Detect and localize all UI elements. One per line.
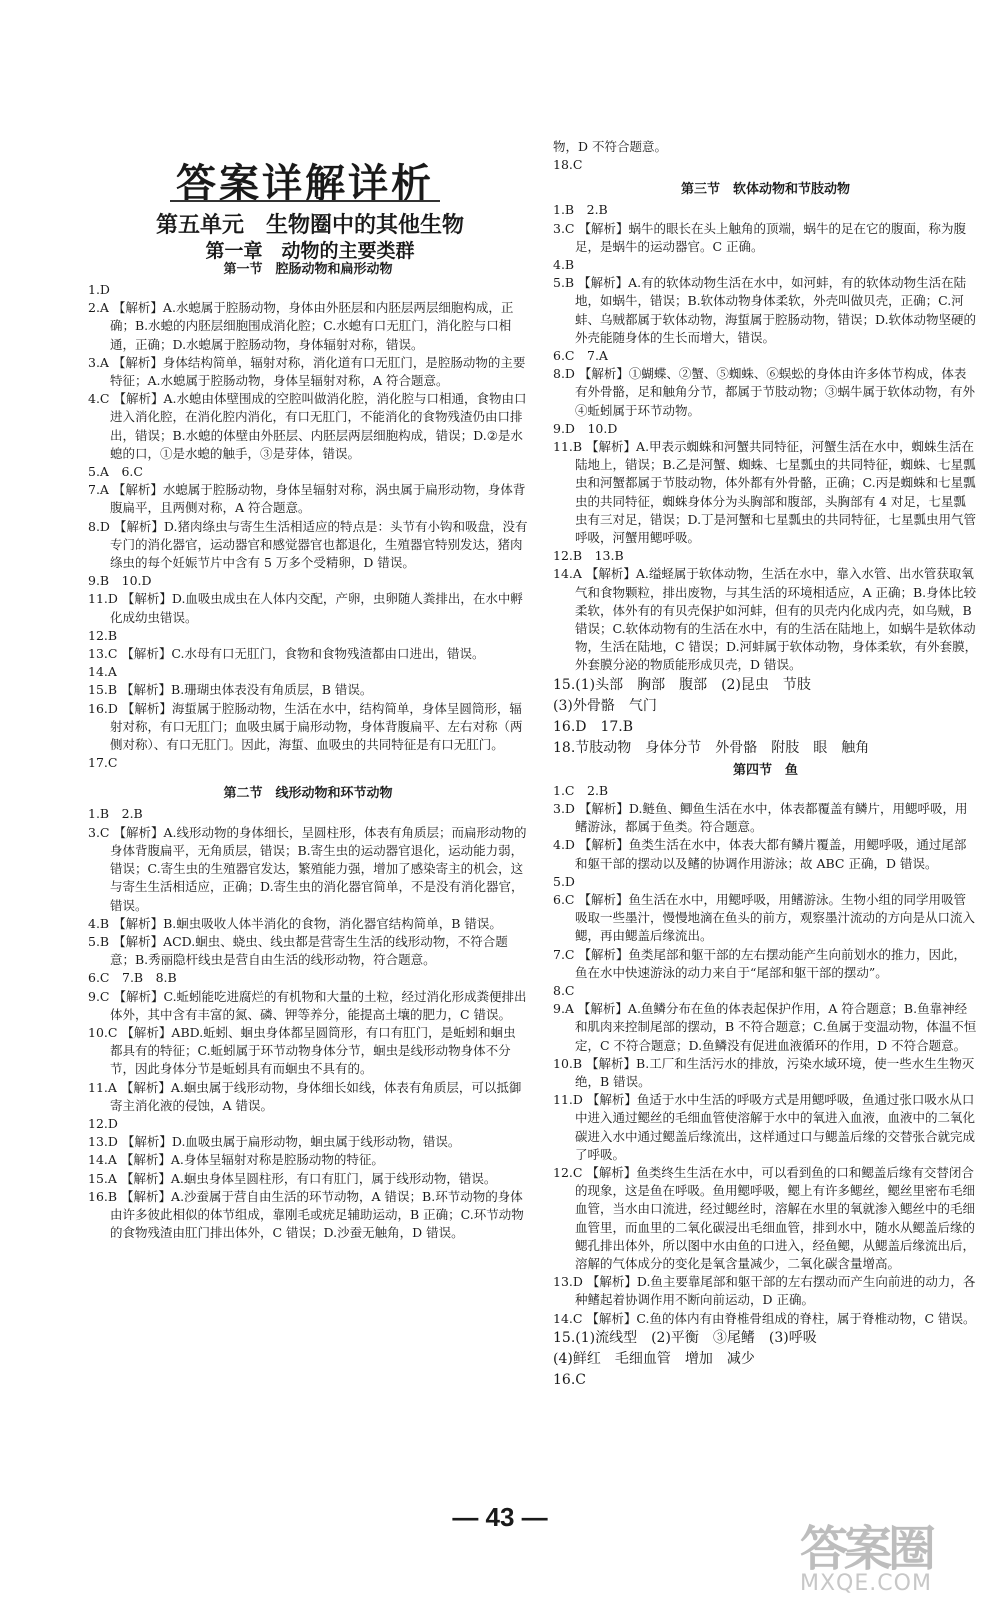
answer-item: 13.D 【解析】D.鱼主要靠尾部和躯干部的左右摆动而产生向前进的动力，各种鳍起着协调作用不断向前运动，D 正确。 [553,1274,976,1308]
answer-item: 4.B 【解析】B.蛔虫吸收人体半消化的食物，消化器官结构简单，B 错误。 [88,915,502,931]
answer-item: 14.A 【解析】A.身体呈辐射对称是腔肠动物的特征。 [88,1152,384,1168]
answer-item: 16.D 【解析】海蜇属于腔肠动物，生活在水中，结构简单，身体呈圆筒形，辐射对称，有口无肛门；血吸虫属于扁形动物，身体背腹扁平、左右对称（两侧对称）、有口无肛门。因此，海蜇、血吸虫的共同特征是有口无肛门。 [88,700,523,753]
answer-list [88,805,528,1242]
answer-item: 3.C 【解析】A.线形动物的身体细长，呈圆柱形，体表有角质层；而扁形动物的身体背腹扁平，无角质层，错误；B.寄生虫的运动器官退化，运动能力弱，错误；C.寄生虫的生殖器官发达，繁殖能力强，增加了感染寄主的机会，这与寄生生活相适应，正确；D.寄生虫的消化器官简单，不是没有消化器官，错误。 [88,824,527,913]
answer-list [553,201,978,674]
answer-item: 11.B 【解析】A.甲表示蜘蛛和河蟹共同特征，河蟹生活在水中，蜘蛛生活在陆地上，错误；B.乙是河蟹、蜘蛛、七星瓢虫的共同特征，蜘蛛、七星瓢虫和河蟹都属于节肢动物，体外都有外骨骼，正确；C.丙是蜘蛛和七星瓢虫的共同特征，蜘蛛身体分为头胸部和腹部，头胸部有 4 对足，七星瓢虫有三对足，错误；D.丁是河蟹和七星瓢虫的共同特征，七星瓢虫用气管呼吸，河蟹用鳃呼吸。 [553,439,977,546]
answer-item: 7.A 【解析】水螅属于腔肠动物，身体呈辐射对称，涡虫属于扁形动物，身体背腹扁平，且两侧对称，A 符合题意。 [88,482,526,516]
answer-item: 16.C [553,1371,586,1388]
title-underline [170,200,440,202]
answer-item: 9.D 10.D [553,420,618,436]
answer-item: 10.B 【解析】B.工厂和生活污水的排放，污染水域环境，使一些水生生物灭绝，B 错误。 [553,1055,975,1089]
answer-item: 14.C 【解析】C.鱼的体内有由脊椎骨组成的脊柱，属于脊椎动物，C 错误。 [553,1310,976,1326]
answer-item: 18.节肢动物 身体分节 外骨骼 附肢 眼 触角 [553,739,870,756]
section-heading: 第一节 腔肠动物和扁形动物 [223,262,393,277]
answer-list [88,281,528,772]
answer-item: 11.A 【解析】A.蛔虫属于线形动物，身体细长如线，体表有角质层，可以抵御寄主消化液的侵蚀，A 错误。 [88,1079,522,1113]
answer-item: 8.C [553,982,575,998]
chapter-title: 第一章 动物的主要类群 [205,240,415,262]
answer-item: 6.C 【解析】鱼生活在水中，用鳃呼吸，用鳍游泳。生物小组的同学用吸管吸取一些墨汁，慢慢地滴在鱼头的前方，观察墨汁流动的方向是从口流入鳃，再由鳃盖后缘流出。 [553,891,976,944]
answer-item: 16.B 【解析】A.沙蚕属于营自由生活的环节动物，A 错误；B.环节动物的身体由许多彼此相似的体节组成，靠刚毛或疣足辅助运动，B 正确；C.环节动物的食物残渣由肛门排出体外，C 错误；D.沙蚕无触角，D 错误。 [88,1188,524,1241]
answer-item: 9.B 10.D [88,573,152,589]
answer-item: 10.C 【解析】ABD.蚯蚓、蛔虫身体都呈圆筒形，有口有肛门，是蚯蚓和蛔虫都具有的特征；C.蚯蚓属于环节动物身体分节，蛔虫是线形动物身体不分节，因此身体分节是蚯蚓具有而蛔虫不具有的。 [88,1024,516,1077]
answer-item: 1.B 2.B [553,202,608,218]
answer-item: 8.D 【解析】①蝴蝶、②蟹、⑤蜘蛛、⑥蜈蚣的身体由许多体节构成，体表有外骨骼，足和触角分节，都属于节肢动物；③蜗牛属于软体动物，有外④蚯蚓属于环节动物。 [553,366,976,418]
answer-item: 2.A 【解析】A.水螅属于腔肠动物，身体由外胚层和内胚层两层细胞构成，正确；B.水螅的内胚层细胞围成消化腔；C.水螅有口无肛门，消化腔与口相通，正确；D.水螅属于腔肠动物，身体辐射对称，错误。 [88,300,514,352]
answer-item: 9.C 【解析】C.蚯蚓能吃进腐烂的有机物和大量的土粒，经过消化形成粪便排出体外，其中含有丰富的氮、磷、钾等养分，能提高土壤的肥力，C 错误。 [88,988,527,1022]
answer-item: 14.A 【解析】A.缢蛏属于软体动物，生活在水中，靠入水管、出水管获取氧气和食物颗粒，排出废物，与其生活的环境相适应，A 正确；B.身体比较柔软，体外有的有贝壳保护如河蚌，但有的贝壳内化成内壳，如乌贼，B 错误；C.软体动物有的生活在水中，有的生活在陆地上，如蜗牛是软体动物，生活在陆地，C 错误；D.河蚌属于软体动物，身体柔软，有外套膜，外套膜分泌的物质能形成贝壳，D 错误。 [553,566,978,673]
section-heading: 第三节 软体动物和节肢动物 [680,182,850,198]
answer-item: 18.C [553,157,583,173]
fill-in-answers [553,675,978,759]
answer-item: 11.D 【解析】D.血吸虫成虫在人体内交配，产卵，虫卵随人粪排出，在水中孵化成幼虫错误。 [88,591,523,625]
page-title: 答案详解详析 [176,161,434,207]
answer-item: 6.C 7.B 8.B [88,970,177,986]
watermark-url: MXQE.COM [800,1571,932,1596]
fill-in-answers [553,1328,978,1391]
answer-item: 7.C 【解析】鱼类尾部和躯干部的左右摆动能产生向前划水的推力，因此，鱼在水中快速游泳的动力来自于“尾部和躯干部的摆动”。 [553,946,966,980]
answer-item: 16.D 17.B [553,718,634,735]
answer-item: 5.B 【解析】A.有的软体动物生活在水中，如河蚌，有的软体动物生活在陆地，如蜗牛，错误；B.软体动物身体柔软，外壳叫做贝壳，正确；C.河蚌、乌贼都属于软体动物，海蜇属于腔肠动物，错误；D.软体动物坚硬的外壳能随身体的生长而增大，错误。 [553,275,977,345]
answer-item: 12.D [88,1115,118,1131]
left-column [88,258,528,1242]
right-column [553,138,978,1391]
answer-item: 12.B [88,627,118,643]
answer-list [553,782,978,1328]
answer-item: 物，D 不符合题意。 [553,139,667,154]
watermark-logo: 答案圈 [800,1521,933,1577]
answer-item: 14.A [88,664,117,680]
answer-item: 12.B 13.B [553,548,624,564]
answer-item: 15.(1)头部 胸部 腹部 (2)昆虫 节肢 [553,676,811,693]
answer-item: 4.C 【解析】A.水螅由体壁围成的空腔叫做消化腔，消化腔与口相通，食物由口进入消化腔，在消化腔内消化，有口无肛门，不能消化的食物残渣仍由口排出，错误；B.水螅的体壁由外胚层、内胚层两层细胞构成，错误；D.②是水螅的口，①是水螅的触手，③是芽体，错误。 [88,391,527,461]
answer-item: 8.D 【解析】D.猪肉绦虫与寄生生活相适应的特点是：头节有小钩和吸盘，没有专门的消化器官，运动器官和感觉器官也都退化，生殖器官特别发达，猪肉绦虫的每个妊娠节片中含有 5 万多个受精卵，D 错误。 [88,518,528,571]
answer-item: 5.A 6.C [88,464,143,480]
answer-item: 1.B 2.B [88,806,143,822]
answer-item: 3.A 【解析】身体结构简单，辐射对称，消化道有口无肛门，是腔肠动物的主要特征；A.水螅属于腔肠动物，身体呈辐射对称，A 符合题意。 [88,354,526,389]
answer-item: 1.D [88,282,110,297]
answer-item: 15.A 【解析】A.蛔虫身体呈圆柱形，有口有肛门，属于线形动物，错误。 [88,1170,497,1186]
section-heading: 第四节 鱼 [732,762,798,778]
answer-item: 5.B 【解析】ACD.蛔虫、蛲虫、线虫都是营寄生生活的线形动物，不符合题意；B.秀丽隐杆线虫是营自由生活的线形动物，符合题意。 [88,933,508,968]
answer-item: 4.D 【解析】鱼类生活在水中，体表大都有鳞片覆盖，用鳃呼吸，通过尾部和躯干部的摆动以及鳍的协调作用游泳；故 ABC 正确，D 错误。 [553,837,967,871]
answer-item: (4)鲜红 毛细血管 增加 减少 [553,1350,755,1367]
answer-item: 1.C 2.B [553,782,609,798]
answer-item: 3.C 【解析】蜗牛的眼长在头上触角的顶端，蜗牛的足在它的腹面，称为腹足，是蜗牛的运动器官。C 正确。 [553,220,966,254]
answer-item: 6.C 7.A [553,348,608,364]
answer-item: 3.D 【解析】D.鲢鱼、鲫鱼生活在水中，体表都覆盖有鳞片，用鳃呼吸，用鳍游泳，都属于鱼类。符合题意。 [553,800,968,835]
answer-item: (3)外骨骼 气门 [553,697,657,714]
answer-item: 13.D 【解析】D.血吸虫属于扁形动物，蛔虫属于线形动物，错误。 [88,1134,461,1150]
answer-item: 15.(1)流线型 (2)平衡 ③尾鳍 (3)呼吸 [553,1329,817,1346]
answer-item: 12.C 【解析】鱼类终生生活在水中，可以看到鱼的口和鳃盖后缘有交替闭合的现象，这是鱼在呼吸。鱼用鳃呼吸，鳃上有许多鳃丝，鳃丝里密布毛细血管，当水由口流进，经过鳃丝时，溶解在水里的氧就渗入鳃丝中的毛细血管里，而血里的二氧化碳浸出毛细血管，排到水中，随水从鳃盖后缘的鳃孔排出体外，所以图中水由鱼的口进入，经鱼鳃，从鳃盖后缘流出后，溶解的气体成分的变化是氧含量减少，二氧化碳含量增高。 [553,1164,976,1271]
unit-title: 第五单元 生物圈中的其他生物 [155,212,464,238]
answer-item: 9.A 【解析】A.鱼鳞分布在鱼的体表起保护作用，A 符合题意；B.鱼靠神经和肌肉来控制尾部的摆动，B 不符合题意；C.鱼属于变温动物，体温不恒定，C 不符合题意；D.鱼鳞没有促进血液循环的作用，D 不符合题意。 [553,1001,977,1053]
answer-item: 13.C 【解析】C.水母有口无肛门，食物和食物残渣都由口进出，错误。 [88,646,485,662]
answer-item: 5.D [553,873,575,889]
answer-item: 11.D 【解析】鱼适于水中生活的呼吸方式是用鳃呼吸，鱼通过张口吸水从口中进入通过鳃丝的毛细血管使溶解于水中的氧进入血液，血液中的二氧化碳进入水中通过鳃盖后缘流出，这样通过口与鳃盖后缘的交替张合就完成了呼吸。 [553,1092,976,1162]
answer-item: 4.B [553,257,575,273]
answer-item: 17.C [88,755,118,771]
watermark [800,1510,980,1596]
section-heading: 第二节 线形动物和环节动物 [223,786,393,802]
page-number: — 43 — [452,1502,548,1532]
answer-item: 15.B 【解析】B.珊瑚虫体表没有角质层，B 错误。 [88,682,373,698]
